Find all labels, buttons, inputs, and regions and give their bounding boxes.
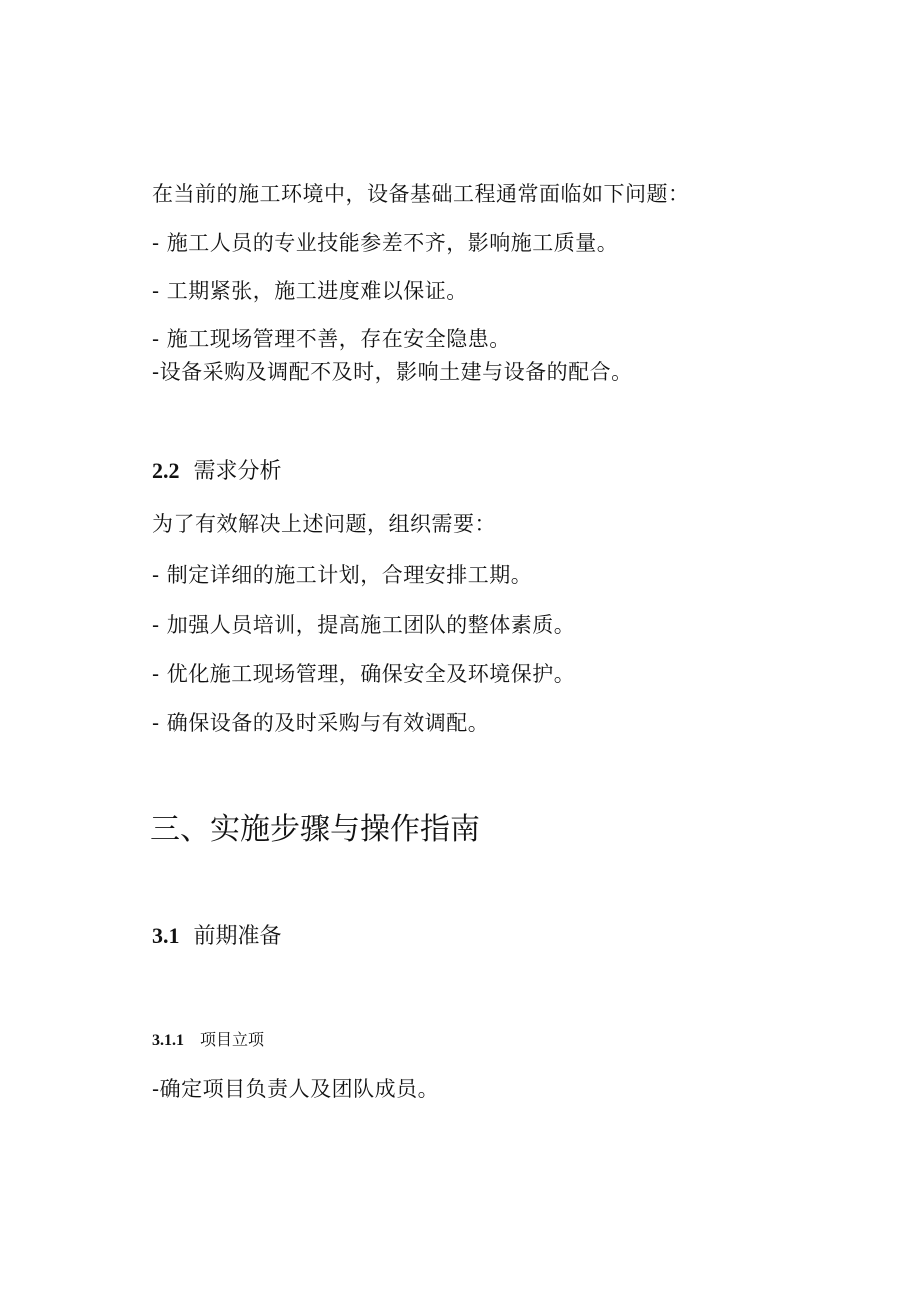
need-item: - 制定详细的施工计划，合理安排工期。 — [152, 563, 533, 587]
needs-intro: 为了有效解决上述问题，组织需要： — [152, 512, 496, 536]
subsection-number: 3.1.1 — [152, 1032, 184, 1049]
section-heading-3-1 — [152, 921, 282, 952]
section-title: 前期准备 — [193, 924, 282, 949]
section-number: 2.2 — [152, 458, 180, 483]
need-item: - 优化施工现场管理，确保安全及环境保护。 — [152, 662, 576, 686]
need-item: - 确保设备的及时采购与有效调配。 — [152, 711, 490, 735]
chapter-heading-3: 三、实施步骤与操作指南 — [150, 812, 480, 847]
section-heading-2-2 — [152, 456, 282, 487]
problem-item: - 施工人员的专业技能参差不齐，影响施工质量。 — [152, 231, 619, 255]
problems-intro: 在当前的施工环境中，设备基础工程通常面临如下问题： — [152, 182, 690, 206]
subsection-title: 项目立项 — [200, 1030, 265, 1049]
setup-item: -确定项目负责人及团队成员。 — [152, 1077, 440, 1101]
problem-item: -设备采购及调配不及时，影响土建与设备的配合。 — [152, 360, 633, 384]
subsection-heading-3-1-1 — [152, 1029, 264, 1052]
need-item: - 加强人员培训，提高施工团队的整体素质。 — [152, 613, 576, 637]
section-number: 3.1 — [152, 923, 180, 948]
problem-item: - 工期紧张，施工进度难以保证。 — [152, 279, 468, 303]
section-title: 需求分析 — [193, 459, 282, 484]
problem-item: - 施工现场管理不善，存在安全隐患。 — [152, 327, 511, 351]
